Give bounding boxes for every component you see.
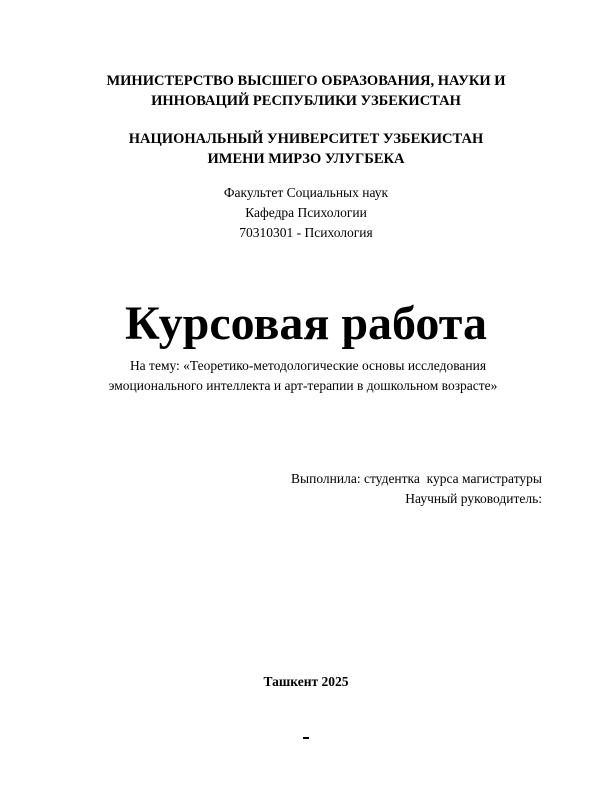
department-info — [0, 183, 612, 243]
page-number-mark — [303, 737, 309, 739]
faculty-name: Факультет Социальных наук — [223, 185, 389, 200]
supervisor: Научный руководитель: — [405, 491, 542, 506]
author-info — [291, 469, 542, 509]
completed-by: Выполнила: студентка курса магистратуры — [291, 471, 542, 486]
university-heading — [0, 129, 612, 169]
ministry-heading — [0, 71, 612, 111]
chair-name: Кафедра Психологии — [245, 205, 367, 220]
university-line-1: НАЦИОНАЛЬНЫЙ УНИВЕРСИТЕТ УЗБЕКИСТАН — [128, 131, 484, 147]
document-title: Курсовая работа — [125, 297, 487, 350]
ministry-line-2: ИННОВАЦИЙ РЕСПУБЛИКИ УЗБЕКИСТАН — [151, 93, 461, 109]
ministry-line-1: МИНИСТЕРСТВО ВЫСШЕГО ОБРАЗОВАНИЯ, НАУКИ И — [106, 73, 506, 89]
specialty-code: 70310301 - Психология — [239, 225, 373, 240]
topic-text — [0, 356, 612, 396]
university-line-2: ИМЕНИ МИРЗО УЛУГБЕКА — [207, 151, 405, 167]
city-year: Ташкент 2025 — [263, 674, 349, 689]
topic-line-1: На тему: «Теоретико-методологические основы исследования — [129, 358, 487, 373]
topic-line-2: эмоционального интеллекта и арт-терапии в дошкольном возрасте» — [108, 378, 498, 393]
